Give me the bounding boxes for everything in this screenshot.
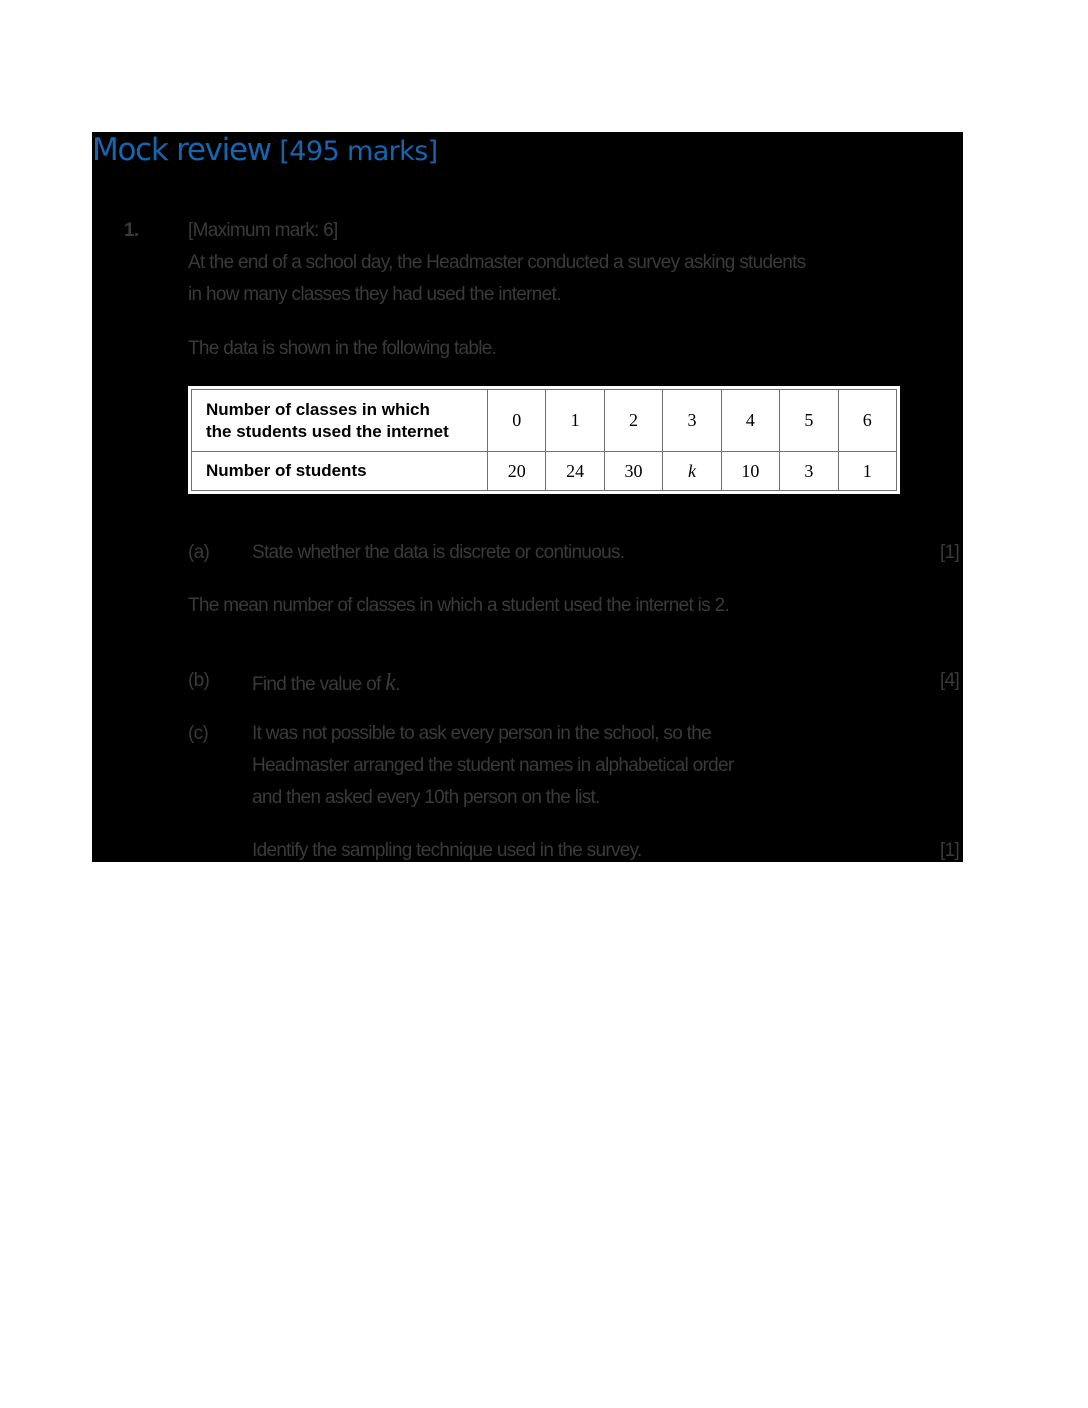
- question-number: 1.: [124, 220, 139, 241]
- intro-line-2: in how many classes they had used the internet.: [188, 284, 561, 305]
- part-a-marks: [1]: [940, 542, 960, 563]
- mean-statement: The mean number of classes in which a student used the internet is 2.: [188, 595, 730, 616]
- part-b-text: [252, 670, 400, 697]
- table-intro: The data is shown in the following table.: [188, 338, 497, 359]
- part-c-line-1: It was not possible to ask every person in the school, so the: [252, 723, 711, 744]
- part-c-label: (c): [188, 723, 209, 744]
- row-header-students: Number of students: [192, 452, 488, 491]
- table-cell: 10: [721, 452, 779, 491]
- max-mark: [Maximum mark: 6]: [188, 220, 338, 241]
- part-b-label: (b): [188, 670, 210, 691]
- table-cell-k: k: [663, 452, 721, 491]
- part-a-label: (a): [188, 542, 210, 563]
- table-row-students: [192, 452, 897, 491]
- part-b-text-end: .: [395, 674, 400, 695]
- part-b-text-main: Find the value of: [252, 674, 386, 695]
- part-c-line-3: and then asked every 10th person on the list.: [252, 787, 600, 808]
- row-header-classes: [192, 390, 488, 452]
- table-cell: 30: [604, 452, 662, 491]
- row-header-classes-line1: Number of classes in which: [206, 399, 430, 419]
- question-panel: [92, 132, 963, 862]
- table-cell: 3: [780, 452, 838, 491]
- table-cell: 24: [546, 452, 604, 491]
- table-cell: 1: [546, 390, 604, 452]
- part-a-text: State whether the data is discrete or continuous.: [252, 542, 625, 563]
- table-cell: 2: [604, 390, 662, 452]
- table-cell: 5: [780, 390, 838, 452]
- row-header-classes-line2: the students used the internet: [206, 421, 449, 441]
- part-c-question: Identify the sampling technique used in the survey.: [252, 840, 642, 861]
- table-cell: 1: [838, 452, 896, 491]
- data-table: [188, 386, 900, 494]
- intro-line-1: At the end of a school day, the Headmaster conducted a survey asking students: [188, 252, 806, 273]
- table-cell: 3: [663, 390, 721, 452]
- table-row-classes: [192, 390, 897, 452]
- part-c-line-2: Headmaster arranged the student names in alphabetical order: [252, 755, 734, 776]
- part-c-marks: [1]: [940, 840, 960, 861]
- table-cell: 6: [838, 390, 896, 452]
- variable-k: k: [385, 670, 396, 696]
- table-cell: 20: [488, 452, 546, 491]
- table-cell: 0: [488, 390, 546, 452]
- title-main: Mock review: [92, 132, 271, 168]
- part-b-marks: [4]: [940, 670, 960, 691]
- page-title: [92, 132, 438, 168]
- table-cell: 4: [721, 390, 779, 452]
- title-marks: [495 marks]: [279, 136, 438, 167]
